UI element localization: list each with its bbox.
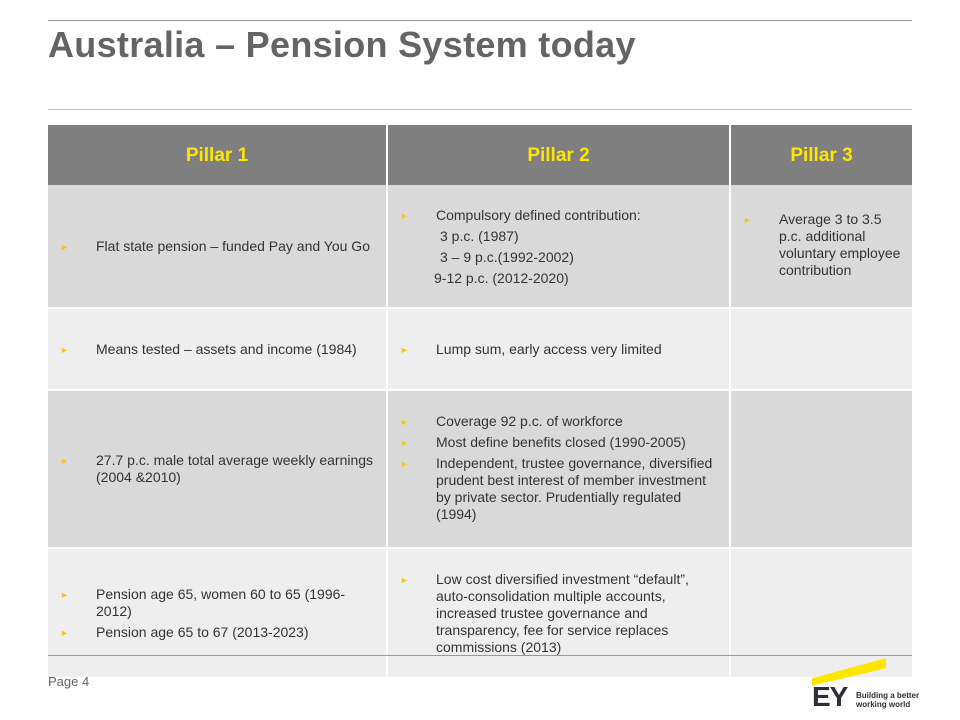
- cell-pillar-1: [48, 308, 387, 390]
- list-item: ► Compulsory defined contribution:: [400, 207, 719, 224]
- table-row: [48, 548, 912, 678]
- title-underline: [48, 109, 912, 110]
- list-item: ► Low cost diversified investment “default”, auto-consolidation multiple accounts, increased trustee governance and transparency, fee for service replaces commissions (2013): [400, 571, 719, 656]
- list-item: ► Pension age 65, women 60 to 65 (1996-2012): [60, 586, 376, 620]
- list-item: ► Coverage 92 p.c. of workforce: [400, 413, 719, 430]
- table-row: [48, 185, 912, 308]
- cell-pillar-2: [387, 390, 730, 548]
- list-item: ► 27.7 p.c. male total average weekly earnings (2004 &2010): [60, 452, 376, 486]
- cell-pillar-3: [730, 390, 912, 548]
- contribution-rate-line: 9-12 p.c. (2012-2020): [434, 269, 569, 286]
- slide-title: Australia – Pension System today: [48, 24, 636, 65]
- page-number: Page 4: [48, 674, 90, 689]
- top-rule: [48, 20, 912, 21]
- list-item: ► Independent, trustee governance, diversified prudent best interest of member investment by private sector. Prudentially regulated (1994): [400, 455, 719, 523]
- list-item: ► Lump sum, early access very limited: [400, 341, 719, 358]
- cell-pillar-2: [387, 185, 730, 308]
- table-row: [48, 390, 912, 548]
- list-item: ► Means tested – assets and income (1984): [60, 341, 376, 358]
- pillars-table: [48, 125, 912, 679]
- list-item: ► Most define benefits closed (1990-2005): [400, 434, 719, 451]
- logo-mark: EY: [812, 681, 848, 712]
- cell-pillar-3: [730, 308, 912, 390]
- header-pillar-3: Pillar 3: [730, 125, 912, 185]
- list-item: ► Flat state pension – funded Pay and You Go: [60, 238, 376, 255]
- list-item: ► Pension age 65 to 67 (2013-2023): [60, 624, 376, 641]
- cell-pillar-3: [730, 185, 912, 308]
- cell-pillar-2: [387, 308, 730, 390]
- list-item: ► Average 3 to 3.5 p.c. additional voluntary employee contribution: [743, 211, 902, 279]
- header-pillar-1: Pillar 1: [48, 125, 387, 185]
- footer-rule: [48, 655, 912, 656]
- contribution-rate-line: 3 – 9 p.c.(1992-2002): [440, 248, 574, 265]
- cell-pillar-1: [48, 548, 387, 678]
- ey-logo: [812, 658, 922, 714]
- cell-pillar-2: [387, 548, 730, 678]
- contribution-rate-line: 3 p.c. (1987): [440, 227, 519, 244]
- table-row: [48, 308, 912, 390]
- logo-tagline: Building a better working world: [856, 691, 920, 709]
- header-row: [48, 125, 912, 185]
- cell-pillar-1: [48, 390, 387, 548]
- cell-pillar-1: [48, 185, 387, 308]
- header-pillar-2: Pillar 2: [387, 125, 730, 185]
